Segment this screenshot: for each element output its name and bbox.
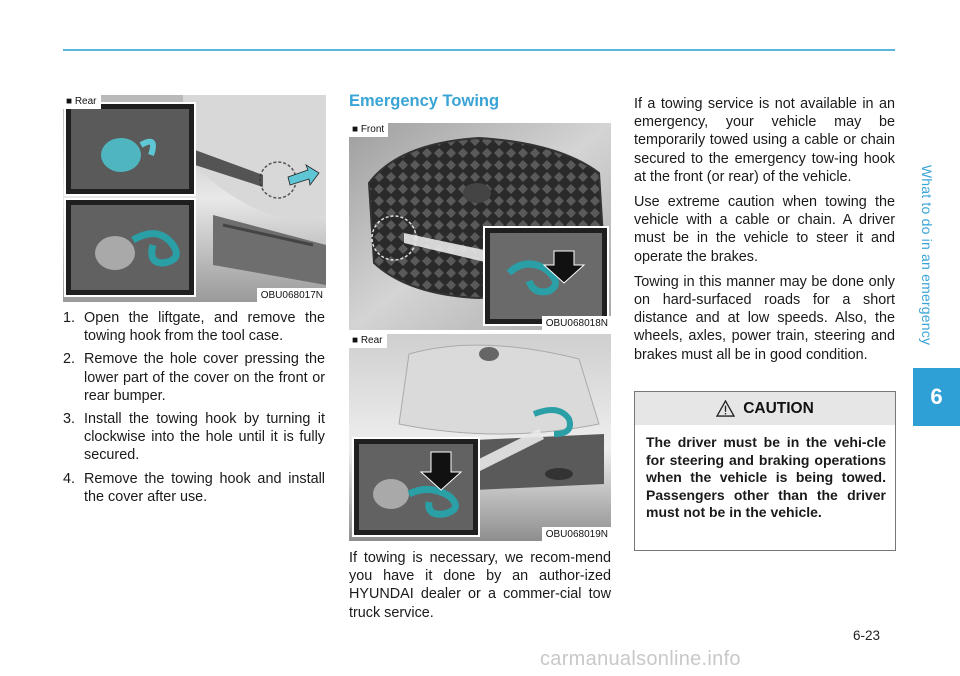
watermark: carmanualsonline.info <box>540 648 741 670</box>
figure-front-hook <box>349 123 611 330</box>
figure-code: OBU068017N <box>257 288 326 302</box>
paragraph: Towing in this manner may be done only on hard-surfaced roads for a short distance and at low speeds. Also, the wheels, axles, power train, steering and brakes must all be in good condition. <box>634 273 895 363</box>
paragraph: If a towing service is not available in an emergency, your vehicle may be temporarily towed using a cable or chain secured to the emergency tow-ing hook at the front (or rear) of the vehicle. <box>634 96 895 185</box>
middle-paragraph: If towing is necessary, we recom-mend you have it done by an author-ized HYUNDAI dealer or a commer-cial tow truck service. <box>349 550 611 621</box>
list-item: 2. Remove the hole cover pressing the lower part of the cover on the front or rear bumper. <box>63 351 325 404</box>
list-item: 3. Install the towing hook by turning it clockwise into the hole until it is fully secured. <box>63 411 325 464</box>
caution-title: CAUTION <box>743 399 814 417</box>
list-item: 1. Open the liftgate, and remove the towing hook from the tool case. <box>63 310 325 345</box>
list-item: 4. Remove the towing hook and install the cover after use. <box>63 470 325 505</box>
figure-tag: ■ Rear <box>63 95 101 109</box>
chapter-tab[interactable]: 6 <box>913 368 960 426</box>
figure-code: OBU068018N <box>542 316 611 330</box>
figure-code: OBU068019N <box>542 527 611 541</box>
towing-steps-list <box>63 309 325 511</box>
right-column-text <box>634 95 895 371</box>
figure-tag: ■ Rear <box>349 334 387 348</box>
chapter-side-label: What to do in an emergency <box>919 164 935 346</box>
warning-triangle-icon <box>716 400 735 417</box>
figure-rear-hook-install <box>63 95 326 302</box>
caution-box <box>634 391 896 551</box>
caution-header <box>635 392 895 425</box>
top-rule <box>63 49 895 51</box>
section-title: Emergency Towing <box>349 92 500 110</box>
caution-text: The driver must be in the vehi-cle for steering and braking operations when the vehicle is being towed. Passengers other than the driver must not be in the vehicle. <box>646 434 886 521</box>
figure-rear-hook <box>349 334 611 541</box>
figure-tag: ■ Front <box>349 123 388 137</box>
paragraph: Use extreme caution when towing the vehicle with a cable or chain. A driver must be in the vehicle to steer it and operate the brakes. <box>634 194 895 265</box>
page-number: 6-23 <box>853 628 881 643</box>
